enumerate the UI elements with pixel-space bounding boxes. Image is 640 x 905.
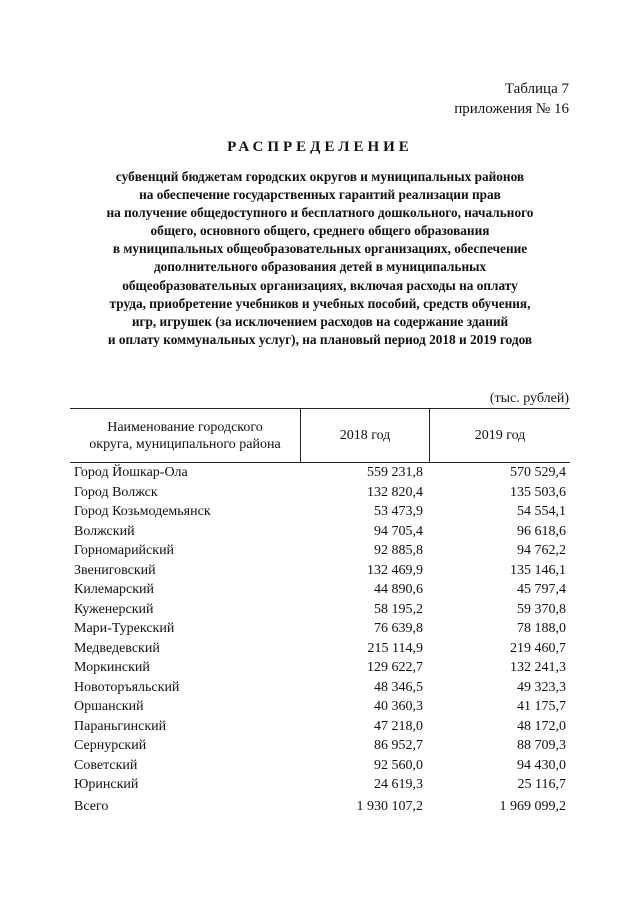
value-2018: 94 705,4 bbox=[374, 523, 423, 539]
table-header bbox=[70, 408, 570, 463]
table-row bbox=[70, 580, 570, 600]
subtitle-line: труда, приобретение учебников и учебных пособий, средств обучения, bbox=[109, 295, 531, 311]
value-2018: 58 195,2 bbox=[374, 601, 423, 617]
total-2018: 1 930 107,2 bbox=[356, 799, 423, 814]
total-label: Всего bbox=[74, 799, 109, 814]
value-2018: 559 231,8 bbox=[367, 465, 423, 480]
district-name: Оршанский bbox=[74, 699, 144, 714]
value-2019: 25 116,7 bbox=[517, 777, 566, 792]
district-name: Куженерский bbox=[74, 601, 154, 617]
district-name: Звениговский bbox=[74, 562, 156, 578]
district-name: Мари-Турекский bbox=[74, 621, 175, 636]
value-2019: 59 370,8 bbox=[517, 601, 566, 617]
value-2018: 48 346,5 bbox=[374, 679, 423, 695]
subtitle-line: общеобразовательных организациях, включая расходы на оплату bbox=[122, 277, 518, 293]
value-2019: 135 503,6 bbox=[510, 484, 566, 500]
district-name: Килемарский bbox=[74, 582, 155, 597]
value-2018: 129 622,7 bbox=[367, 660, 423, 675]
value-2018: 132 820,4 bbox=[367, 484, 423, 500]
value-2018: 40 360,3 bbox=[374, 699, 423, 714]
table-row bbox=[70, 678, 570, 698]
district-name: Юринский bbox=[74, 777, 139, 792]
value-2018: 215 114,9 bbox=[367, 640, 423, 656]
table-row bbox=[70, 736, 570, 756]
value-2019: 88 709,3 bbox=[517, 738, 566, 753]
value-2019: 132 241,3 bbox=[510, 660, 566, 675]
column-header-name-line2: округа, муниципального района bbox=[89, 436, 281, 452]
table-row bbox=[70, 619, 570, 639]
subtitle-line: игр, игрушек (за исключением расходов на содержание зданий bbox=[131, 313, 509, 329]
value-2019: 96 618,6 bbox=[517, 523, 566, 539]
table-body bbox=[70, 463, 570, 795]
value-2019: 49 323,3 bbox=[517, 679, 566, 695]
value-2018: 76 639,8 bbox=[374, 621, 423, 636]
value-2019: 41 175,7 bbox=[517, 699, 566, 714]
district-name: Моркинский bbox=[74, 660, 150, 675]
table-row bbox=[70, 502, 570, 522]
value-2019: 219 460,7 bbox=[510, 640, 566, 656]
column-header-2018: 2018 год bbox=[301, 409, 430, 462]
table-row bbox=[70, 756, 570, 776]
district-name: Город Волжск bbox=[74, 484, 158, 500]
subtitle-line: на получение общедоступного и бесплатного дошкольного, начального bbox=[106, 205, 534, 221]
table-row bbox=[70, 463, 570, 483]
value-2019: 54 554,1 bbox=[517, 504, 566, 519]
table-row bbox=[70, 483, 570, 503]
value-2018: 24 619,3 bbox=[374, 777, 423, 792]
district-name: Сернурский bbox=[74, 738, 147, 753]
value-2018: 53 473,9 bbox=[374, 504, 423, 519]
table-reference: Таблица 7 bbox=[504, 81, 569, 97]
table-row bbox=[70, 775, 570, 795]
district-name: Медведевский bbox=[74, 640, 160, 656]
subtitle-line: на обеспечение государственных гарантий реализации прав bbox=[139, 187, 501, 203]
table-row bbox=[70, 717, 570, 737]
subtitle-line: дополнительного образования детей в муниципальных bbox=[153, 259, 487, 275]
table-total-row bbox=[70, 797, 570, 817]
table-row bbox=[70, 697, 570, 717]
units-label: (тыс. рублей) bbox=[489, 391, 569, 406]
value-2019: 94 430,0 bbox=[517, 757, 566, 773]
table-row bbox=[70, 561, 570, 581]
table-row bbox=[70, 522, 570, 542]
table-row bbox=[70, 600, 570, 620]
value-2018: 132 469,9 bbox=[367, 562, 423, 578]
district-name: Горномарийский bbox=[74, 543, 175, 558]
column-header-name bbox=[70, 409, 301, 462]
subtitle-line: общего, основного общего, среднего общего образования bbox=[150, 223, 490, 239]
value-2018: 92 885,8 bbox=[374, 543, 423, 558]
value-2018: 47 218,0 bbox=[374, 718, 423, 734]
document-subtitle bbox=[60, 168, 580, 349]
value-2019: 135 146,1 bbox=[510, 562, 566, 578]
value-2018: 92 560,0 bbox=[374, 757, 423, 773]
value-2019: 570 529,4 bbox=[510, 465, 566, 480]
subtitle-line: субвенций бюджетам городских округов и муниципальных районов bbox=[115, 169, 525, 184]
district-name: Волжский bbox=[74, 523, 135, 539]
table-row bbox=[70, 639, 570, 659]
column-header-name-line1: Наименование городского bbox=[107, 419, 263, 435]
value-2019: 45 797,4 bbox=[517, 582, 566, 597]
appendix-reference: приложения № 16 bbox=[454, 101, 569, 117]
total-2019: 1 969 099,2 bbox=[499, 799, 566, 814]
value-2018: 86 952,7 bbox=[374, 738, 423, 753]
district-name: Параньгинский bbox=[74, 718, 167, 734]
table-row bbox=[70, 541, 570, 561]
table-row bbox=[70, 658, 570, 678]
subtitle-line: и оплату коммунальных услуг), на плановый период 2018 и 2019 годов bbox=[107, 331, 533, 347]
document-title: РАСПРЕДЕЛЕНИЕ bbox=[227, 139, 413, 155]
district-name: Город Козьмодемьянск bbox=[74, 504, 211, 519]
value-2019: 94 762,2 bbox=[517, 543, 566, 558]
value-2018: 44 890,6 bbox=[374, 582, 423, 597]
value-2019: 78 188,0 bbox=[517, 621, 566, 636]
district-name: Советский bbox=[74, 757, 138, 773]
district-name: Город Йошкар-Ола bbox=[74, 465, 188, 480]
subtitle-line: в муниципальных общеобразовательных организациях, обеспечение bbox=[112, 241, 528, 257]
value-2019: 48 172,0 bbox=[517, 718, 566, 734]
column-header-2019: 2019 год bbox=[474, 428, 526, 443]
district-name: Новоторъяльский bbox=[74, 679, 180, 695]
